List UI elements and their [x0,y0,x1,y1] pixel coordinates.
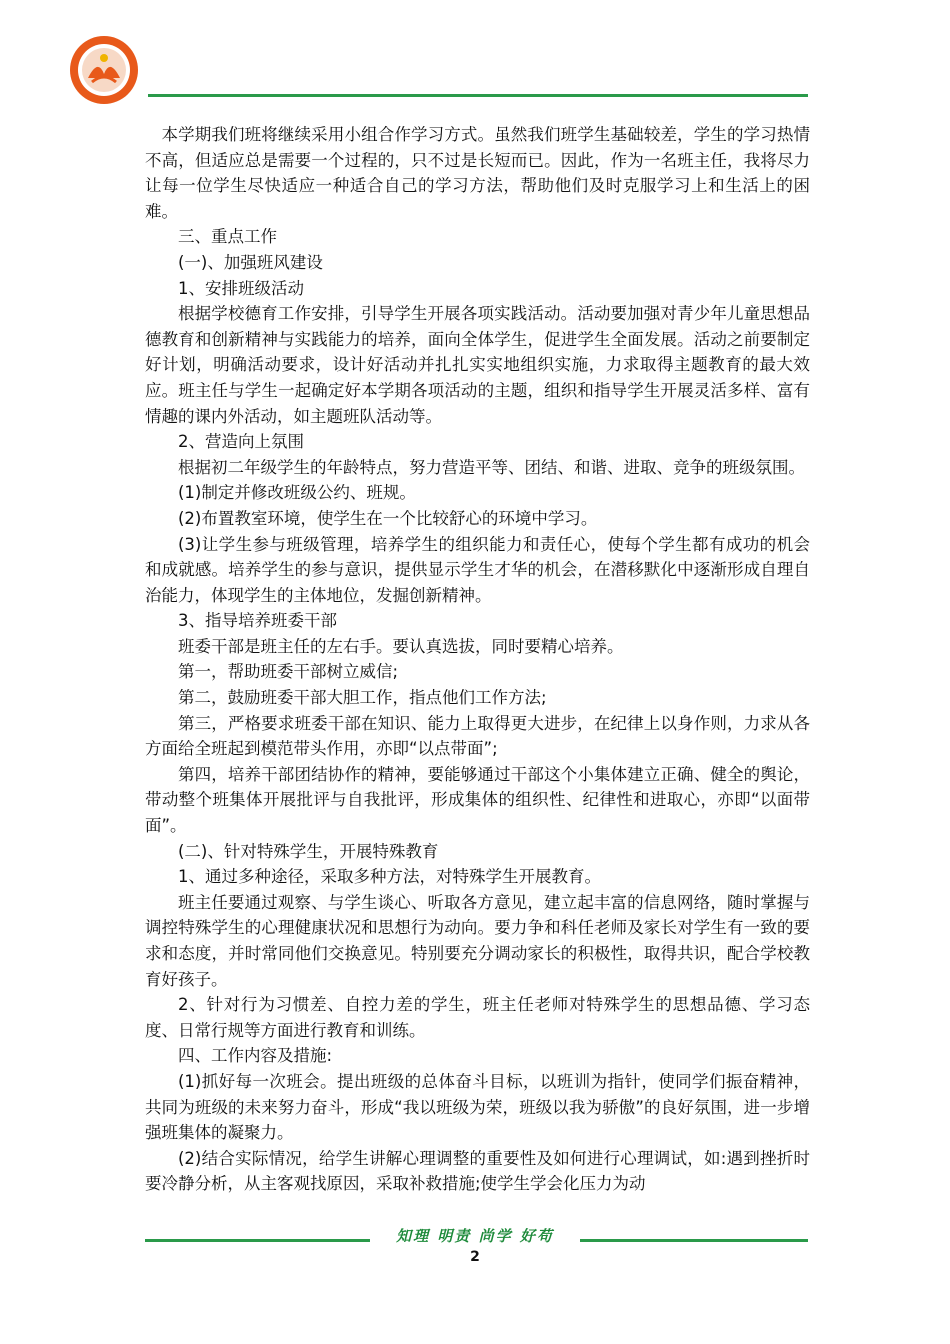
list-item: 第四，培养干部团结协作的精神，要能够通过干部这个小集体建立正确、健全的舆论，带动整个班集体开展批评与自我批评，形成集体的组织性、纪律性和进取心，亦即“以面带面”。 [145,764,810,836]
list-item: (1)制定并修改班级公约、班规。 [178,483,416,503]
paragraph: 班主任要通过观察、与学生谈心、听取各方意见，建立起丰富的信息网络，随时掌握与调控特殊学生的心理健康状况和思想行为动向。要力争和科任老师及家长对学生有一致的要求和态度，并时常同他们交换意见。特别要充分调动家长的积极性，取得共识，配合学校教育好孩子。 [145,892,810,989]
list-item: (1)抓好每一次班会。提出班级的总体奋斗目标，以班训为指针，使同学们振奋精神，共同为班级的未来努力奋斗，形成“我以班级为荣，班级以我为骄傲”的良好氛围，进一步增强班集体的凝聚力。 [145,1071,810,1143]
paragraph: 本学期我们班将继续采用小组合作学习方式。虽然我们班学生基础较差，学生的学习热情不高，但适应总是需要一个过程的，只不过是长短而已。因此，作为一名班主任，我将尽力让每一位学生尽快适应一种适合自己的学习方法，帮助他们及时克服学习上和生活上的困难。 [145,125,810,221]
subsection-heading: (二)、针对特殊学生，开展特殊教育 [178,841,439,861]
footer-motto: 知理 明责 尚学 好苟 [396,1227,554,1245]
subsection-heading: (一)、加强班风建设 [178,252,323,272]
item-heading: 2、针对行为习惯差、自控力差的学生，班主任老师对特殊学生的思想品德、学习态度、日常行规等方面进行教育和训练。 [145,995,810,1040]
school-emblem-icon [68,34,140,106]
item-heading: 3、指导培养班委干部 [178,611,337,631]
list-item: (2)结合实际情况，给学生讲解心理调整的重要性及如何进行心理调试，如:遇到挫折时要冷静分析，从主客观找原因，采取补救措施;使学生学会化压力为动 [145,1148,810,1194]
header-rule [148,94,808,97]
list-item: (2)布置教室环境，使学生在一个比较舒心的环境中学习。 [178,508,598,528]
item-heading: 2、营造向上氛围 [178,432,304,452]
list-item: 第二，鼓励班委干部大胆工作，指点他们工作方法; [178,688,547,708]
paragraph: 根据初二年级学生的年龄特点，努力营造平等、团结、和谐、进取、竞争的班级氛围。 [178,457,805,477]
paragraph: 根据学校德育工作安排，引导学生开展各项实践活动。活动要加强对青少年儿童思想品德教育和创新精神与实践能力的培养，面向全体学生，促进学生全面发展。活动之前要制定好计划，明确活动要求，设计好活动并扎扎实实地组织实施，力求取得主题教育的最大效应。班主任与学生一起确定好本学期各项活动的主题，组织和指导学生开展灵活多样、富有情趣的课内外活动，如主题班队活动等。 [145,304,810,426]
section-heading: 四、工作内容及措施: [178,1046,333,1066]
paragraph: 班委干部是班主任的左右手。要认真选拔，同时要精心培养。 [178,636,624,656]
list-item: 第一，帮助班委干部树立威信; [178,662,399,682]
page-number: 2 [470,1249,480,1265]
item-heading: 1、安排班级活动 [178,278,304,298]
footer-rule-right [580,1239,808,1242]
item-heading: 1、通过多种途径，采取多种方法，对特殊学生开展教育。 [178,867,601,887]
section-heading: 三、重点工作 [178,227,277,247]
list-item: 第三，严格要求班委干部在知识、能力上取得更大进步，在纪律上以身作则，力求从各方面给全班起到模范带头作用，亦即“以点带面”; [145,713,810,759]
footer-rule-left [145,1239,370,1242]
list-item: (3)让学生参与班级管理，培养学生的组织能力和责任心，使每个学生都有成功的机会和成就感。培养学生的参与意识，提供显示学生才华的机会，在潜移默化中逐渐形成自理自治能力，体现学生的主体地位，发掘创新精神。 [145,534,810,605]
document-body [145,122,810,1197]
